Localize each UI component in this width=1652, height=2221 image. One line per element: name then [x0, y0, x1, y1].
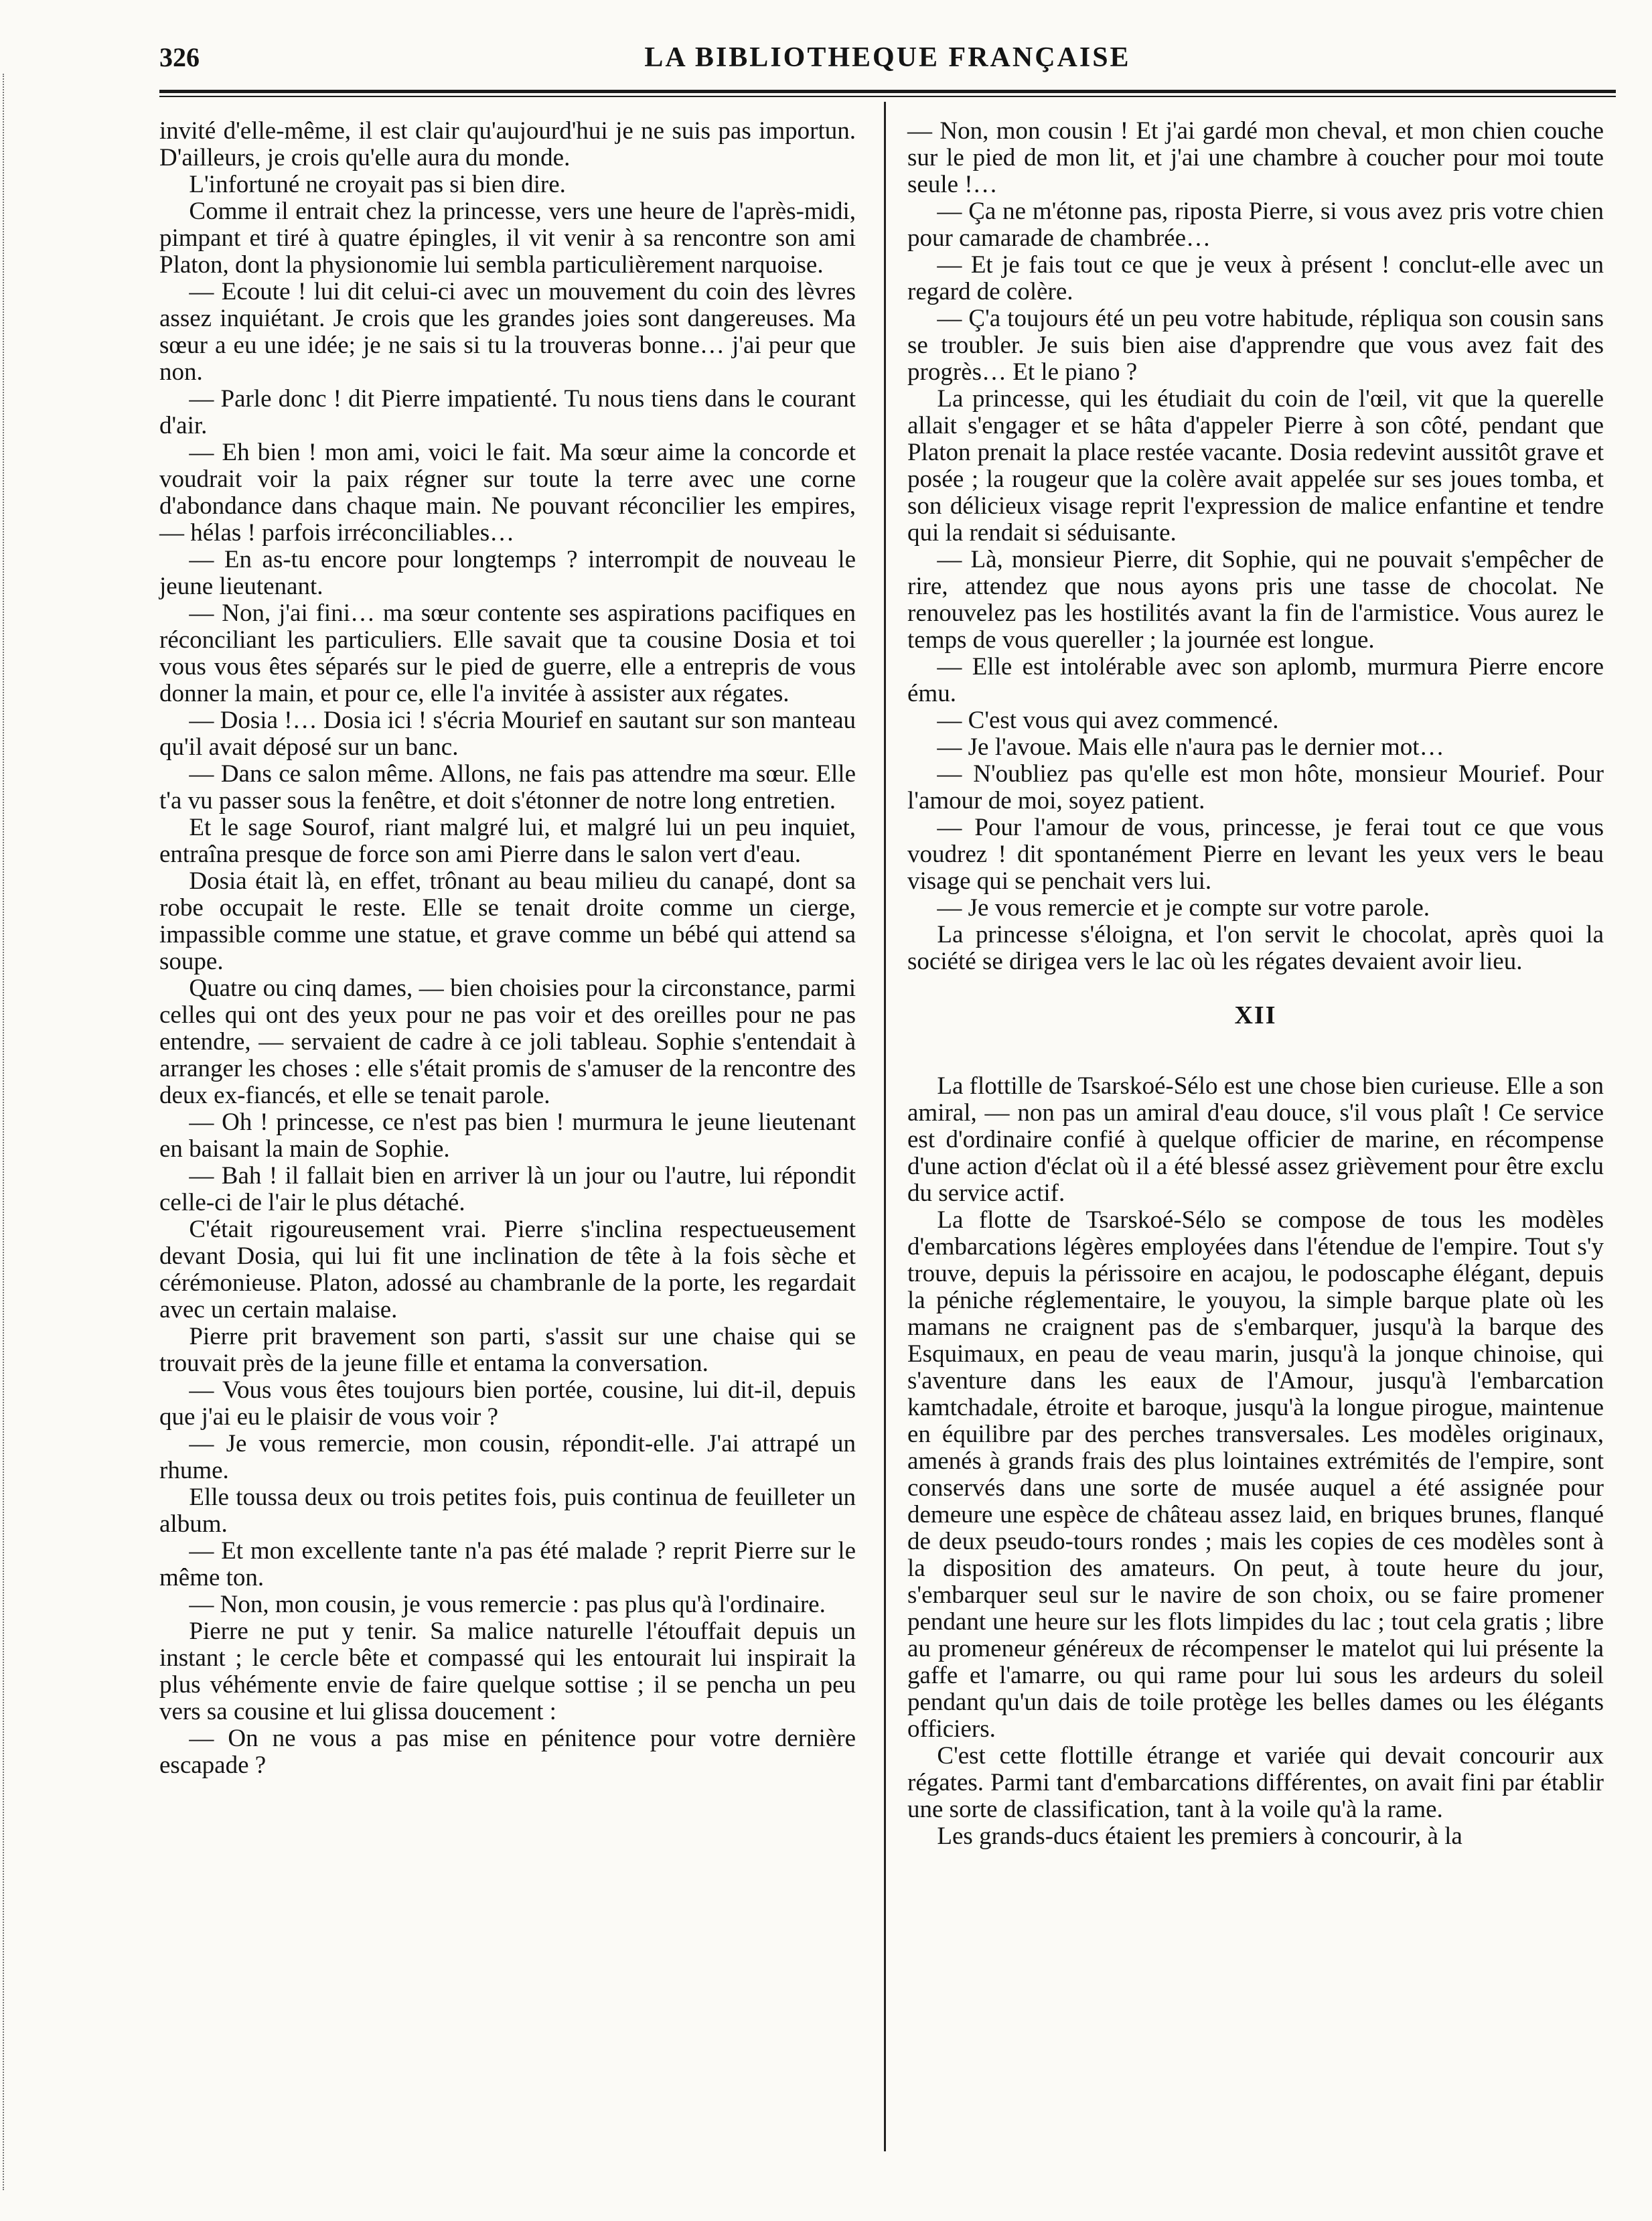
paragraph: — Bah ! il fallait bien en arriver là un jour ou l'autre, lui répondit celle-ci de l'air le plus détaché.: [159, 1162, 856, 1216]
paragraph: — Vous vous êtes toujours bien portée, cousine, lui dit-il, depuis que j'ai eu le plaisir de vous voir ?: [159, 1376, 856, 1431]
paragraph: — Non, j'ai fini… ma sœur contente ses aspirations pacifiques en réconciliant les particuliers. Elle savait que ta cousine Dosia et toi vous vous êtes séparés sur le pied de guerre, elle a entrepris de vous donner la main, et pour ce, elle l'a invitée à assister aux régates.: [159, 599, 856, 707]
left-column: [159, 118, 856, 1779]
paragraph: — Là, monsieur Pierre, dit Sophie, qui ne pouvait s'empêcher de rire, attendez que nous ayons pris une tasse de chocolat. Ne renouvelez pas les hostilités avant la fin de l'armistice. Vous aurez le temps de vous quereller ; la journée est longue.: [907, 546, 1604, 654]
paragraph: Pierre ne put y tenir. Sa malice naturelle l'étouffait depuis un instant ; le cercle bête et compassé qui les entourait lui inspirait la plus véhémente envie de faire quelque sottise ; il se pencha un peu vers sa cousine et lui glissa doucement :: [159, 1618, 856, 1725]
column-divider: [884, 102, 886, 2151]
paragraph: — Et mon excellente tante n'a pas été malade ? reprit Pierre sur le même ton.: [159, 1537, 856, 1591]
paragraph: Dosia était là, en effet, trônant au beau milieu du canapé, dont sa robe occupait le reste. Elle se tenait droite comme un cierge, impassible comme une statue, et grave comme un bébé qui attend sa soupe.: [159, 867, 856, 975]
paragraph: La princesse, qui les étudiait du coin de l'œil, vit que la querelle allait s'engager et se hâta d'appeler Pierre à son côté, pendant que Platon prenait la place restée vacante. Dosia redevint aussitôt grave et posée ; la rougeur que la colère avait appelée sur ses joues tomba, et son délicieux visage reprit l'expression de malice enfantine et tendre qui la rendait si séduisante.: [907, 385, 1604, 547]
margin-binding-marks: [3, 74, 27, 2190]
section-heading: XII: [1234, 1001, 1277, 1029]
paragraph: Comme il entrait chez la princesse, vers une heure de l'après-midi, pimpant et tiré à quatre épingles, il vit venir à sa rencontre son ami Platon, dont la physionomie lui sembla particulièrement narquoise.: [159, 198, 856, 279]
right-column: [907, 118, 1604, 1850]
paragraph: — Dosia !… Dosia ici ! s'écria Mourief en sautant sur son manteau qu'il avait déposé sur un banc.: [159, 707, 856, 761]
paragraph: — Pour l'amour de vous, princesse, je ferai tout ce que vous voudrez ! dit spontanément Pierre en levant les yeux vers le beau visage qui se penchait vers lui.: [907, 814, 1604, 895]
paragraph: C'était rigoureusement vrai. Pierre s'inclina respectueusement devant Dosia, qui lui fit une inclination de tête à la fois sèche et cérémonieuse. Platon, adossé au chambranle de la porte, les regardait avec un certain malaise.: [159, 1216, 856, 1323]
paragraph: Les grands-ducs étaient les premiers à concourir, à la: [937, 1822, 1462, 1850]
paragraph: C'est cette flottille étrange et variée qui devait concourir aux régates. Parmi tant d'embarcations différentes, on avait fini par établir une sorte de classification, tant à la voile qu'à la rame.: [907, 1742, 1604, 1823]
paragraph: La princesse s'éloigna, et l'on servit le chocolat, après quoi la société se dirigea vers le lac où les régates devaient avoir lieu.: [907, 921, 1604, 975]
paragraph: — Parle donc ! dit Pierre impatienté. Tu nous tiens dans le courant d'air.: [159, 385, 856, 439]
paragraph: — Non, mon cousin, je vous remercie : pas plus qu'à l'ordinaire.: [189, 1591, 826, 1618]
paragraph: Et le sage Sourof, riant malgré lui, et malgré lui un peu inquiet, entraîna presque de force son ami Pierre dans le salon vert d'eau.: [159, 814, 856, 868]
paragraph: — Ça ne m'étonne pas, riposta Pierre, si vous avez pris votre chien pour camarade de chambrée…: [907, 198, 1604, 252]
paragraph: — Je vous remercie, mon cousin, répondit-elle. J'ai attrapé un rhume.: [159, 1430, 856, 1484]
paragraph: Pierre prit bravement son parti, s'assit sur une chaise qui se trouvait près de la jeune fille et entama la conversation.: [159, 1323, 856, 1377]
page-number: 326: [159, 42, 200, 72]
paragraph: invité d'elle-même, il est clair qu'aujourd'hui je ne suis pas importun. D'ailleurs, je crois qu'elle aura du monde.: [159, 117, 856, 171]
paragraph: — Dans ce salon même. Allons, ne fais pas attendre ma sœur. Elle t'a vu passer sous la fenêtre, et doit s'étonner de notre long entretien.: [159, 760, 856, 814]
paragraph: — Ecoute ! lui dit celui-ci avec un mouvement du coin des lèvres assez inquiétant. Je crois que les grandes joies sont dangereuses. Ma sœur a eu une idée; je ne sais si tu la trouveras bonne… j'ai peur que non.: [159, 278, 856, 386]
paragraph: — Et je fais tout ce que je veux à présent ! conclut-elle avec un regard de colère.: [907, 251, 1604, 305]
header-rule-thick: [159, 90, 1616, 93]
paragraph: — Ç'a toujours été un peu votre habitude, répliqua son cousin sans se troubler. Je suis bien aise d'apprendre que vous avez fait des progrès… Et le piano ?: [907, 305, 1604, 386]
right-column-part-2: [907, 1073, 1604, 1850]
page-header: [159, 39, 1616, 79]
paragraph: — C'est vous qui avez commencé.: [937, 707, 1279, 734]
header-rule-thin: [159, 96, 1616, 97]
journal-title: LA BIBLIOTHEQUE FRANÇAISE: [644, 42, 1131, 73]
paragraph: — En as-tu encore pour longtemps ? interrompit de nouveau le jeune lieutenant.: [159, 546, 856, 600]
paragraph: — Je l'avoue. Mais elle n'aura pas le dernier mot…: [937, 733, 1444, 761]
paragraph: L'infortuné ne croyait pas si bien dire.: [189, 171, 566, 198]
paragraph: — Oh ! princesse, ce n'est pas bien ! murmura le jeune lieutenant en baisant la main de Sophie.: [159, 1108, 856, 1163]
paragraph: — Elle est intolérable avec son aplomb, murmura Pierre encore ému.: [907, 653, 1604, 707]
paragraph: — Je vous remercie et je compte sur votre parole.: [937, 894, 1430, 922]
paragraph: — Eh bien ! mon ami, voici le fait. Ma sœur aime la concorde et voudrait voir la paix régner sur toute la terre avec une corne d'abondance dans chaque main. Ne pouvant réconcilier les empires, — hélas ! parfois irréconciliables…: [159, 439, 856, 547]
paragraph: — On ne vous a pas mise en pénitence pour votre dernière escapade ?: [159, 1725, 856, 1779]
right-column-part-1: [907, 118, 1604, 975]
paragraph: Elle toussa deux ou trois petites fois, puis continua de feuilleter un album.: [159, 1484, 856, 1538]
paragraph: — N'oubliez pas qu'elle est mon hôte, monsieur Mourief. Pour l'amour de moi, soyez patient.: [907, 760, 1604, 814]
paragraph: La flotte de Tsarskoé-Sélo se compose de tous les modèles d'embarcations légères employées dans l'étendue de l'empire. Tout s'y trouve, depuis la périssoire en acajou, le podoscaphe élégant, depuis la péniche réglementaire, le youyou, la simple barque plate où les mamans ne craignent pas de s'embarquer, jusqu'à la barque des Esquimaux, en peau de veau marin, jusqu'à la jonque chinoise, qui s'aventure dans les eaux de l'Amour, jusqu'à l'embarcation kamtchadale, étroite et baroque, jusqu'à la longue pirogue, maintenue en équilibre par des perches transversales. Les modèles originaux, amenés à grands frais des plus lointaines extrémités de l'empire, sont conservés dans une sorte de musée auquel a été assignée pour demeure une espèce de château assez laid, en briques brunes, flanqué de deux pseudo-tours rondes ; mais les copies de ces modèles sont à la disposition des amateurs. On peut, à toute heure du jour, s'embarquer seul sur le navire de son choix, ou se faire promener pendant une heure sur les flots limpides du lac ; tout cela gratis ; libre au promeneur généreux de récompenser le matelot qui lui présente la gaffe et l'amarre, ou qui rame pour lui sous les ardeurs du soleil pendant qu'un dais de toile protège les belles dames ou les élégants officiers.: [907, 1206, 1604, 1743]
paragraph: — Non, mon cousin ! Et j'ai gardé mon cheval, et mon chien couche sur le pied de mon lit, et j'ai une chambre à coucher pour moi toute seule !…: [907, 117, 1604, 198]
paragraph: La flottille de Tsarskoé-Sélo est une chose bien curieuse. Elle a son amiral, — non pas un amiral d'eau douce, s'il vous plaît ! Ce service est d'ordinaire confié à quelque officier de marine, en récompense d'une action d'éclat où il a été blessé assez grièvement pour être exclu du service actif.: [907, 1072, 1604, 1207]
paragraph: Quatre ou cinq dames, — bien choisies pour la circonstance, parmi celles qui ont des yeux pour ne pas voir et des oreilles pour ne pas entendre, — servaient de cadre à ce joli tableau. Sophie s'entendait à arranger les choses : elle s'était promis de s'amuser de la rencontre des deux ex-fiancés, et elle se tenait parole.: [159, 975, 856, 1109]
